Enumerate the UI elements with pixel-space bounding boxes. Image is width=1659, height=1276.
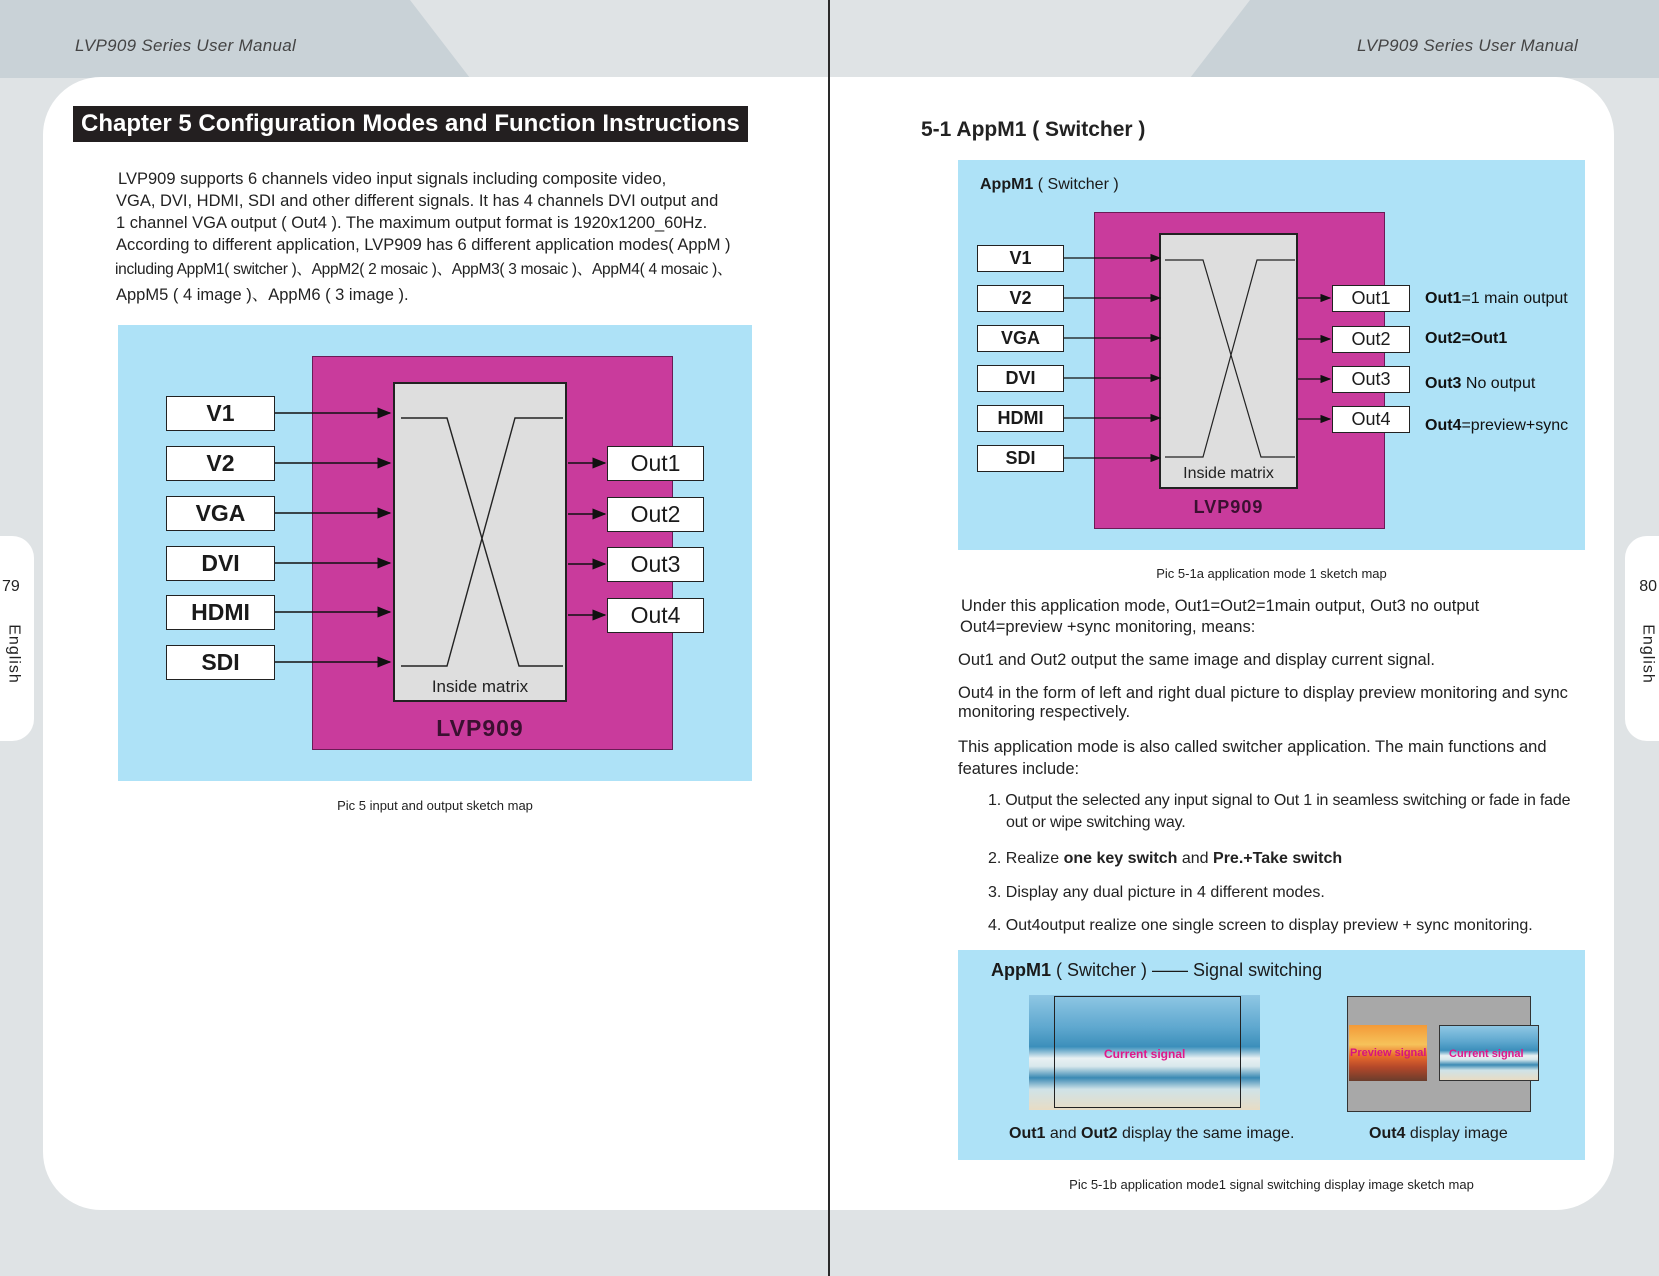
preview-signal-label: Preview signal bbox=[1350, 1047, 1427, 1059]
intro-line: including AppM1( switcher )、AppM2( 2 mosaic )、AppM3( 3 mosaic )、AppM4( 4 mosaic )、 bbox=[115, 261, 733, 278]
input-v1: V1 bbox=[977, 245, 1064, 272]
input-sdi: SDI bbox=[977, 445, 1064, 472]
caption-and: and bbox=[1045, 1125, 1082, 1142]
intro-line: LVP909 supports 6 channels video input signals including composite video, bbox=[118, 170, 667, 188]
intro-line: According to different application, LVP909 has 6 different application modes( AppM ) bbox=[116, 236, 731, 254]
feature-item-2-mid: and bbox=[1177, 850, 1214, 867]
input-v2: V2 bbox=[977, 285, 1064, 312]
signal-arrows bbox=[958, 160, 1585, 550]
intro-line: VGA, DVI, HDMI, SDI and other different signals. It has 4 channels DVI output and bbox=[116, 192, 719, 210]
note-out3-bold: Out3 bbox=[1425, 375, 1462, 392]
signal-diagram-title bbox=[991, 960, 1322, 981]
input-v1: V1 bbox=[166, 396, 275, 431]
note-out1-text: =1 main output bbox=[1461, 290, 1568, 307]
feature-item-2 bbox=[988, 848, 1588, 869]
chapter-title: Chapter 5 Configuration Modes and Function Instructions bbox=[73, 106, 748, 142]
caption-pic5: Pic 5 input and output sketch map bbox=[337, 798, 533, 813]
matrix-label: Inside matrix bbox=[431, 677, 529, 696]
current-signal-label: Current signal bbox=[1104, 1047, 1186, 1061]
mode-description bbox=[958, 596, 1588, 638]
signal-diagram-title-bold: AppM1 bbox=[991, 960, 1051, 980]
note-out4 bbox=[1425, 417, 1568, 435]
running-head-left: LVP909 Series User Manual bbox=[75, 36, 297, 55]
output-out1: Out1 bbox=[1332, 285, 1410, 312]
signal-diagram-title-rest: ( Switcher ) —— Signal switching bbox=[1056, 960, 1323, 980]
caption-pic5-1a: Pic 5-1a application mode 1 sketch map bbox=[1156, 566, 1387, 581]
feature-item-2-prefix: 2. Realize bbox=[988, 850, 1064, 867]
paragraph-same-image: Out1 and Out2 output the same image and display current signal. bbox=[958, 651, 1435, 669]
caption-out1: Out1 bbox=[1009, 1125, 1046, 1142]
language-tab-left: English bbox=[5, 624, 23, 684]
paragraph-switcher: This application mode is also called switcher application. The main functions and features include: bbox=[958, 738, 1547, 778]
output-out2: Out2 bbox=[1332, 326, 1410, 353]
feature-item-1: 1. Output the selected any input signal to Out 1 in seamless switching or fade in fade out or wipe switching way. bbox=[988, 792, 1571, 831]
output-out4: Out4 bbox=[607, 598, 704, 633]
input-vga: VGA bbox=[977, 325, 1064, 352]
output-out3: Out3 bbox=[1332, 366, 1410, 393]
paragraph-line: Under this application mode, Out1=Out2=1main output, Out3 no output bbox=[961, 597, 1480, 615]
output-out2: Out2 bbox=[607, 497, 704, 532]
note-out1-bold: Out1 bbox=[1425, 290, 1462, 307]
input-vga: VGA bbox=[166, 496, 275, 531]
signal-switching-diagram bbox=[958, 950, 1585, 1160]
note-out4-text: =preview+sync bbox=[1461, 417, 1569, 434]
beach-thumb bbox=[1439, 1025, 1539, 1081]
feature-item-3: 3. Display any dual picture in 4 different modes. bbox=[988, 884, 1325, 901]
caption-out4: Out4 bbox=[1369, 1125, 1406, 1142]
running-head-right: LVP909 Series User Manual bbox=[1357, 36, 1579, 55]
note-out1 bbox=[1425, 290, 1568, 308]
paragraph-out4: Out4 in the form of left and right dual picture to display preview monitoring and sync monitoring respectively. bbox=[958, 684, 1568, 721]
note-out2-bold: Out2=Out1 bbox=[1425, 330, 1508, 347]
appm1-sketch-diagram bbox=[958, 160, 1585, 550]
note-out3 bbox=[1425, 375, 1535, 393]
caption-pic5-1b: Pic 5-1b application mode1 signal switching display image sketch map bbox=[1069, 1177, 1474, 1192]
caption-display-image: display image bbox=[1405, 1125, 1508, 1142]
language-tab-right: English bbox=[1639, 624, 1657, 684]
intro-paragraph bbox=[115, 168, 768, 306]
diagram-title-bold: AppM1 bbox=[980, 176, 1034, 193]
output-out4: Out4 bbox=[1332, 406, 1410, 433]
note-out3-text: No output bbox=[1461, 375, 1536, 392]
input-hdmi: HDMI bbox=[166, 595, 275, 630]
beach-image bbox=[1029, 995, 1260, 1110]
out4-caption bbox=[1369, 1125, 1508, 1143]
caption-same-image: display the same image. bbox=[1117, 1125, 1295, 1142]
page-number-right: 80 bbox=[1639, 578, 1657, 595]
current-signal-label-2: Current signal bbox=[1449, 1048, 1524, 1060]
note-out4-bold: Out4 bbox=[1425, 417, 1462, 434]
book-spine bbox=[828, 0, 830, 1276]
paragraph-line: Out4=preview +sync monitoring, means: bbox=[960, 618, 1256, 636]
device-label: LVP909 bbox=[436, 715, 524, 741]
io-sketch-diagram bbox=[118, 325, 752, 781]
intro-line: 1 channel VGA output ( Out4 ). The maximum output format is 1920x1200_60Hz. bbox=[116, 214, 708, 232]
out1-out2-caption bbox=[1009, 1125, 1294, 1143]
section-title: 5-1 AppM1 ( Switcher ) bbox=[921, 118, 1146, 141]
out4-screen bbox=[1347, 996, 1531, 1112]
output-out1: Out1 bbox=[607, 446, 704, 481]
output-out3: Out3 bbox=[607, 547, 704, 582]
matrix-label: Inside matrix bbox=[1183, 465, 1274, 482]
input-sdi: SDI bbox=[166, 645, 275, 680]
sunset-image bbox=[1349, 1025, 1427, 1081]
feature-item-2-bold2: Pre.+Take switch bbox=[1213, 850, 1343, 867]
device-label: LVP909 bbox=[1193, 497, 1264, 517]
page-number-left: 79 bbox=[2, 578, 20, 595]
input-v2: V2 bbox=[166, 446, 275, 481]
feature-item-2-bold1: one key switch bbox=[1063, 850, 1178, 867]
caption-out2: Out2 bbox=[1081, 1125, 1118, 1142]
feature-item-4: 4. Out4output realize one single screen to display preview + sync monitoring. bbox=[988, 917, 1533, 934]
input-dvi: DVI bbox=[977, 365, 1064, 392]
input-hdmi: HDMI bbox=[977, 405, 1064, 432]
intro-line: AppM5 ( 4 image )、AppM6 ( 3 image ). bbox=[116, 286, 409, 304]
diagram-title-rest: ( Switcher ) bbox=[1037, 176, 1119, 193]
input-dvi: DVI bbox=[166, 546, 275, 581]
note-out2 bbox=[1425, 330, 1507, 348]
